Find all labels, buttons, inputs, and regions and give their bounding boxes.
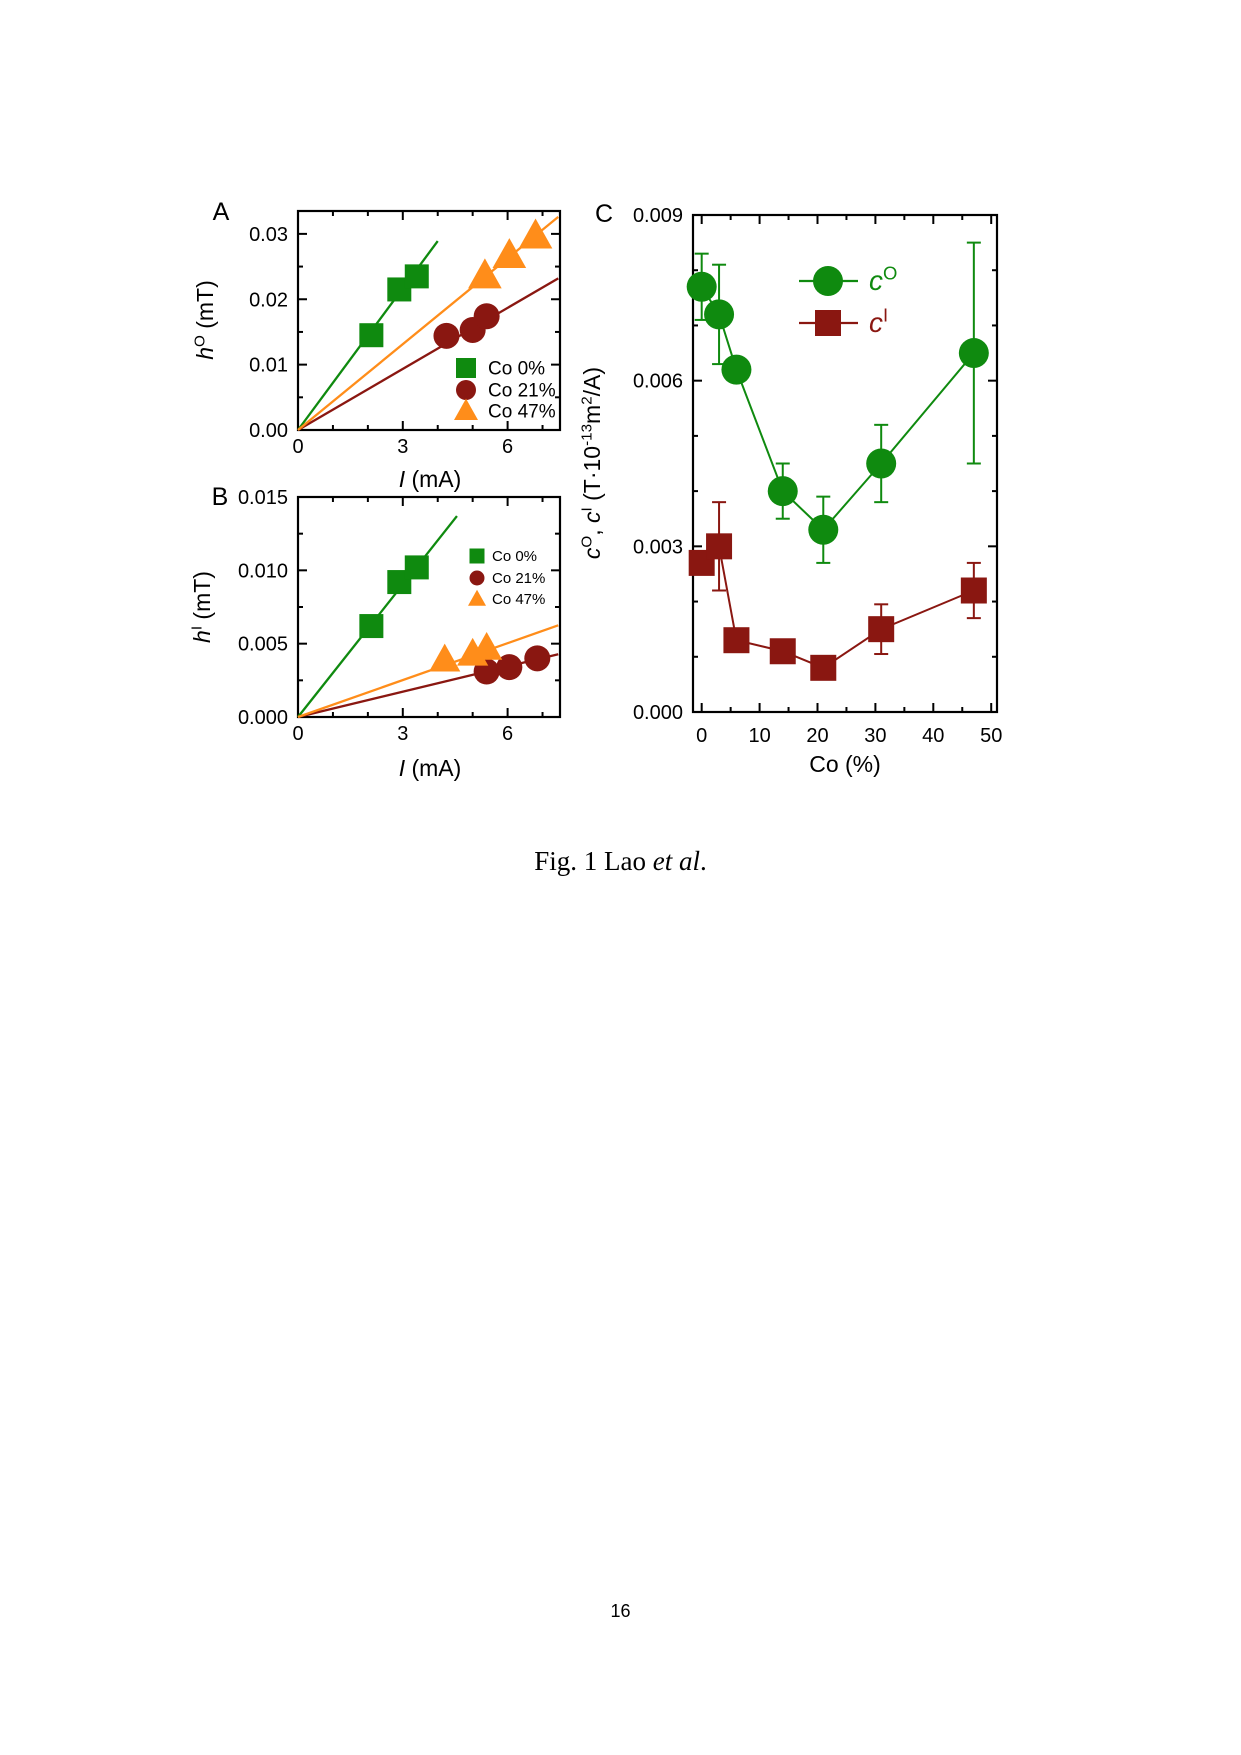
data-point	[723, 627, 749, 653]
x-tick-label: 6	[502, 436, 514, 458]
data-point	[359, 614, 383, 638]
data-point	[405, 555, 429, 579]
data-point	[868, 616, 894, 642]
legend-swatch	[456, 380, 476, 400]
y-tick-label: 0.009	[632, 205, 683, 227]
legend-label: $c^I$	[869, 304, 889, 339]
data-point	[768, 476, 798, 506]
data-point	[721, 355, 751, 385]
caption-text: Fig. 1 Lao	[534, 846, 653, 876]
y-tick-label: 0.03	[249, 223, 288, 246]
x-tick-label: 3	[397, 723, 409, 745]
figure-1	[0, 0, 1241, 820]
data-point	[961, 578, 987, 604]
data-point	[493, 238, 527, 268]
x-axis-title: I (mA)	[398, 466, 462, 492]
legend-swatch	[456, 358, 476, 378]
legend-swatch	[468, 590, 486, 606]
y-tick-label: 0.003	[632, 536, 683, 559]
series-co21	[298, 645, 558, 717]
x-tick-label: 20	[806, 725, 829, 747]
data-point	[808, 515, 838, 545]
data-point	[359, 323, 383, 347]
y-tick-label: 0.01	[249, 354, 288, 377]
data-point	[429, 644, 460, 672]
panel-c	[578, 200, 1002, 777]
x-tick-label: 30	[864, 725, 887, 747]
data-point	[433, 323, 459, 349]
data-point	[706, 533, 732, 559]
y-tick-label: 0.010	[237, 560, 288, 583]
panel-letter-b: B	[211, 483, 229, 511]
y-tick-label: 0.006	[632, 370, 683, 393]
data-point	[524, 645, 550, 671]
x-tick-label: 0	[696, 725, 708, 747]
y-tick-label: 0.02	[249, 289, 288, 312]
panel-letter-a: A	[212, 198, 230, 226]
legend-label: Co 47%	[488, 401, 556, 423]
x-tick-label: 0	[292, 436, 304, 458]
legend-swatch	[470, 549, 485, 564]
x-tick-label: 0	[292, 723, 304, 745]
y-axis-title: $h^O$ (mT)	[191, 280, 218, 360]
legend-swatch	[470, 571, 485, 586]
data-point	[770, 638, 796, 664]
y-axis-title: $c^O$, $c^I$ $(T\cdot 10^{-13}m^2/A)$	[578, 366, 605, 560]
legend-c	[799, 263, 897, 339]
caption-period: .	[700, 846, 707, 876]
data-point	[810, 655, 836, 681]
y-tick-label: 0.000	[237, 707, 288, 729]
legend-b	[468, 548, 545, 608]
data-point	[474, 303, 500, 329]
figure-caption	[0, 846, 1241, 877]
x-tick-label: 50	[980, 725, 1003, 747]
y-tick-label: 0.015	[237, 487, 288, 509]
data-point	[687, 272, 717, 302]
legend-label: Co 0%	[492, 547, 538, 565]
data-point	[959, 338, 989, 368]
panel-a	[191, 198, 560, 492]
series-co0	[298, 241, 438, 430]
legend-swatch	[815, 310, 841, 336]
panel-letter-c: C	[594, 200, 614, 228]
y-tick-label: 0.00	[249, 420, 288, 442]
legend-label: Co 47%	[492, 590, 546, 608]
caption-et-al: et al	[652, 846, 700, 876]
y-tick-label: 0.000	[632, 702, 683, 724]
data-point	[405, 264, 429, 288]
x-axis-title: I (mA)	[398, 755, 462, 781]
x-tick-label: 10	[748, 725, 771, 747]
legend-label: Co 0%	[488, 358, 546, 380]
y-axis-title: $h^I$ (mT)	[188, 571, 215, 643]
legend-label: Co 21%	[492, 569, 546, 587]
legend-a	[454, 358, 556, 422]
page-number: 16	[610, 1601, 631, 1621]
data-point	[519, 218, 553, 248]
x-tick-label: 3	[397, 436, 409, 458]
panel-b	[188, 483, 560, 781]
series-co0	[298, 516, 457, 717]
x-tick-label: 40	[922, 725, 945, 747]
x-axis-title: Co (%)	[809, 751, 881, 777]
legend-swatch	[813, 266, 843, 296]
legend-label: $c^O$	[869, 262, 898, 297]
legend-swatch	[454, 399, 478, 420]
data-point	[704, 299, 734, 329]
y-tick-label: 0.005	[237, 633, 288, 656]
data-point	[866, 449, 896, 479]
legend-label: Co 21%	[488, 380, 556, 402]
x-tick-label: 6	[502, 723, 514, 745]
